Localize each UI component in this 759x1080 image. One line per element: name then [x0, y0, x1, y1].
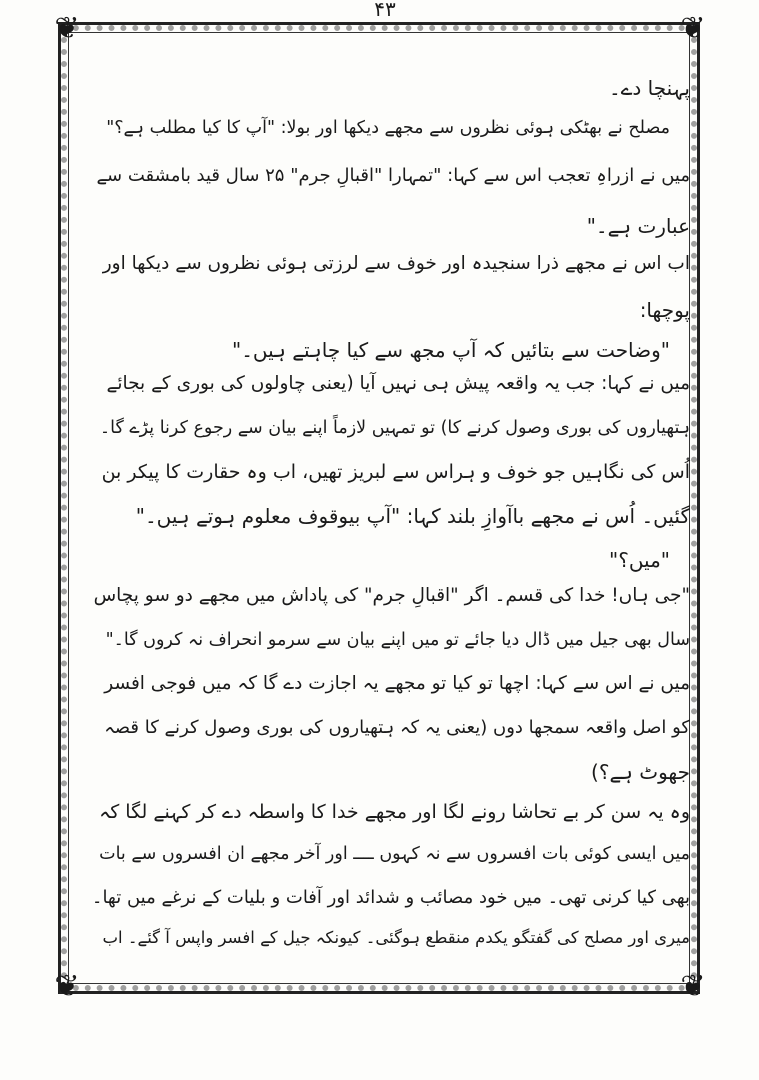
corner-ornament-icon: ❦ — [54, 11, 80, 46]
text-line: بھی کیا کرنی تھی۔ میں خود مصائب و شدائد اور آفات و بلیات کے نرغے میں تھا۔ — [91, 887, 690, 908]
text-line: ہتھیاروں کی بوری وصول کرنے کا) تو تمہیں لازماً اپنے بیان سے رجوع کرنا پڑے گا۔ — [99, 418, 690, 438]
text-line: میں نے ازراہِ تعجب اس سے کہا: "تمہارا "اقبالِ جرم" ۲۵ سال قید بامشقت سے — [96, 165, 690, 186]
text-line: جھوٹ ہے؟) — [591, 760, 690, 784]
corner-ornament-icon: ❦ — [680, 11, 706, 46]
text-line: "جی ہاں! خدا کی قسم۔ اگر "اقبالِ جرم" کی پاداش میں مجھے دو سو پچاس — [93, 585, 690, 606]
text-line: میری اور مصلح کی گفتگو یکدم منقطع ہوگئی۔ کیونکہ جیل کے افسر واپس آ گئے۔ اب — [102, 928, 690, 947]
page-number: ۴۳ — [374, 0, 396, 18]
corner-ornament-icon: ❦ — [54, 969, 80, 1004]
text-line: گئیں۔ اُس نے مجھے باآوازِ بلند کہا: "آپ بیوقوف معلوم ہوتے ہیں۔" — [135, 504, 690, 528]
text-line: میں نے اس سے کہا: اچھا تو کیا تو مجھے یہ اجازت دے گا کہ میں فوجی افسر — [104, 673, 690, 694]
text-line: "وضاحت سے بتائیں کہ آپ مجھ سے کیا چاہتے ہیں۔" — [232, 338, 670, 362]
text-line: کو اصل واقعہ سمجھا دوں (یعنی یہ کہ ہتھیاروں کی بوری وصول کرنے کا قصہ — [104, 717, 690, 738]
text-line: سال بھی جیل میں ڈال دیا جائے تو میں اپنے بیان سے سرمو انحراف نہ کروں گا۔" — [105, 630, 690, 650]
text-line: پہنچا دے۔ — [608, 76, 690, 100]
text-line: وہ یہ سن کر بے تحاشا رونے لگا اور مجھے خدا کا واسطہ دے کر کہنے لگا کہ — [99, 801, 690, 823]
text-line: اب اس نے مجھے ذرا سنجیدہ اور خوف سے لرزتی ہوئی نظروں سے دیکھا اور — [102, 253, 690, 274]
text-line: میں ایسی کوئی بات افسروں سے نہ کہوں ــــ اور آخر مجھے ان افسروں سے بات — [99, 844, 690, 864]
corner-ornament-icon: ❦ — [680, 969, 706, 1004]
text-line: "میں؟" — [609, 548, 670, 572]
text-body — [92, 72, 690, 977]
text-line: اُس کی نگاہیں جو خوف و ہراس سے لبریز تھیں، اب وہ حقارت کا پیکر بن — [101, 461, 690, 483]
text-line: میں نے کہا: جب یہ واقعہ پیش ہی نہیں آیا (یعنی چاولوں کی بوری کے بجائے — [106, 373, 690, 394]
text-line: عبارت ہے۔" — [586, 214, 690, 238]
text-line: پوچھا: — [639, 298, 690, 322]
text-line: مصلح نے بھٹکی ہوئی نظروں سے مجھے دیکھا اور بولا: "آپ کا کیا مطلب ہے؟" — [106, 118, 670, 138]
